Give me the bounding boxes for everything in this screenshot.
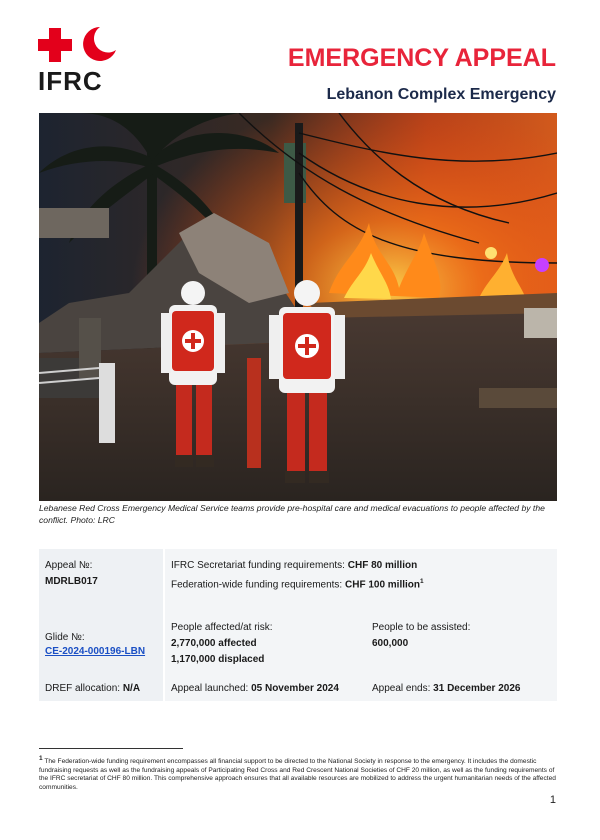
footnote-mark: 1 (39, 755, 43, 762)
people-affected-value: 2,770,000 affected (171, 638, 257, 649)
glide-number-link[interactable]: CE-2024-000196-LBN (45, 646, 146, 657)
people-assisted-value: 600,000 (372, 638, 409, 649)
appeal-number-value: MDRLB017 (45, 576, 98, 587)
red-cross-emblem-bar (38, 39, 72, 51)
photo-caption: Lebanese Red Cross Emergency Medical Service teams provide pre-hospital care and medical evacuations to people affected by the conflict. Photo: LRC (39, 503, 545, 525)
appeal-ends: Appeal ends: 31 December 2026 (372, 683, 521, 694)
people-assisted-label: People to be assisted: (372, 622, 471, 633)
ifrc-logo (38, 26, 118, 96)
appeal-number-label: Appeal №: (45, 560, 93, 571)
document-title: EMERGENCY APPEAL (287, 44, 556, 72)
dref-allocation: DREF allocation: N/A (45, 683, 141, 694)
footnote-reference[interactable]: 1 (420, 578, 424, 585)
footnote (39, 755, 559, 793)
page-number: 1 (549, 794, 556, 806)
night-fire-scene-illustration (39, 113, 557, 501)
glide-number-label: Glide №: (45, 632, 85, 643)
document-subtitle: Lebanon Complex Emergency (326, 86, 556, 103)
appeal-launched: Appeal launched: 05 November 2024 (171, 683, 339, 694)
logo-wordmark: IFRC (38, 66, 103, 96)
footnote-text: The Federation-wide funding requirement encompasses all financial support to be directed to the National Society in response to the emergency. It includes the domestic fundraising requests as well as the fundraising appeals of Participating Red Cross and Red Crescent National Societies of CHF 20 million, as well as the funding requirements of the IFRC secretariat of CHF 80 million. This comprehensive approach ensures that all available resources are mobilized to address the urgent humanitarian needs of the affected communities. (39, 758, 556, 791)
appeal-info-table (39, 549, 557, 701)
glide-number-value[interactable] (45, 644, 145, 659)
people-affected-label: People affected/at risk: (171, 622, 273, 633)
federation-funding: Federation-wide funding requirements: CHF 100 million$^1$ (171, 578, 424, 591)
people-displaced-value: 1,170,000 displaced (171, 654, 265, 665)
footnote-divider (39, 748, 183, 749)
cover-photo (39, 113, 557, 501)
secretariat-funding: IFRC Secretariat funding requirements: CHF 80 million (171, 560, 418, 571)
red-crescent-emblem (82, 26, 118, 62)
